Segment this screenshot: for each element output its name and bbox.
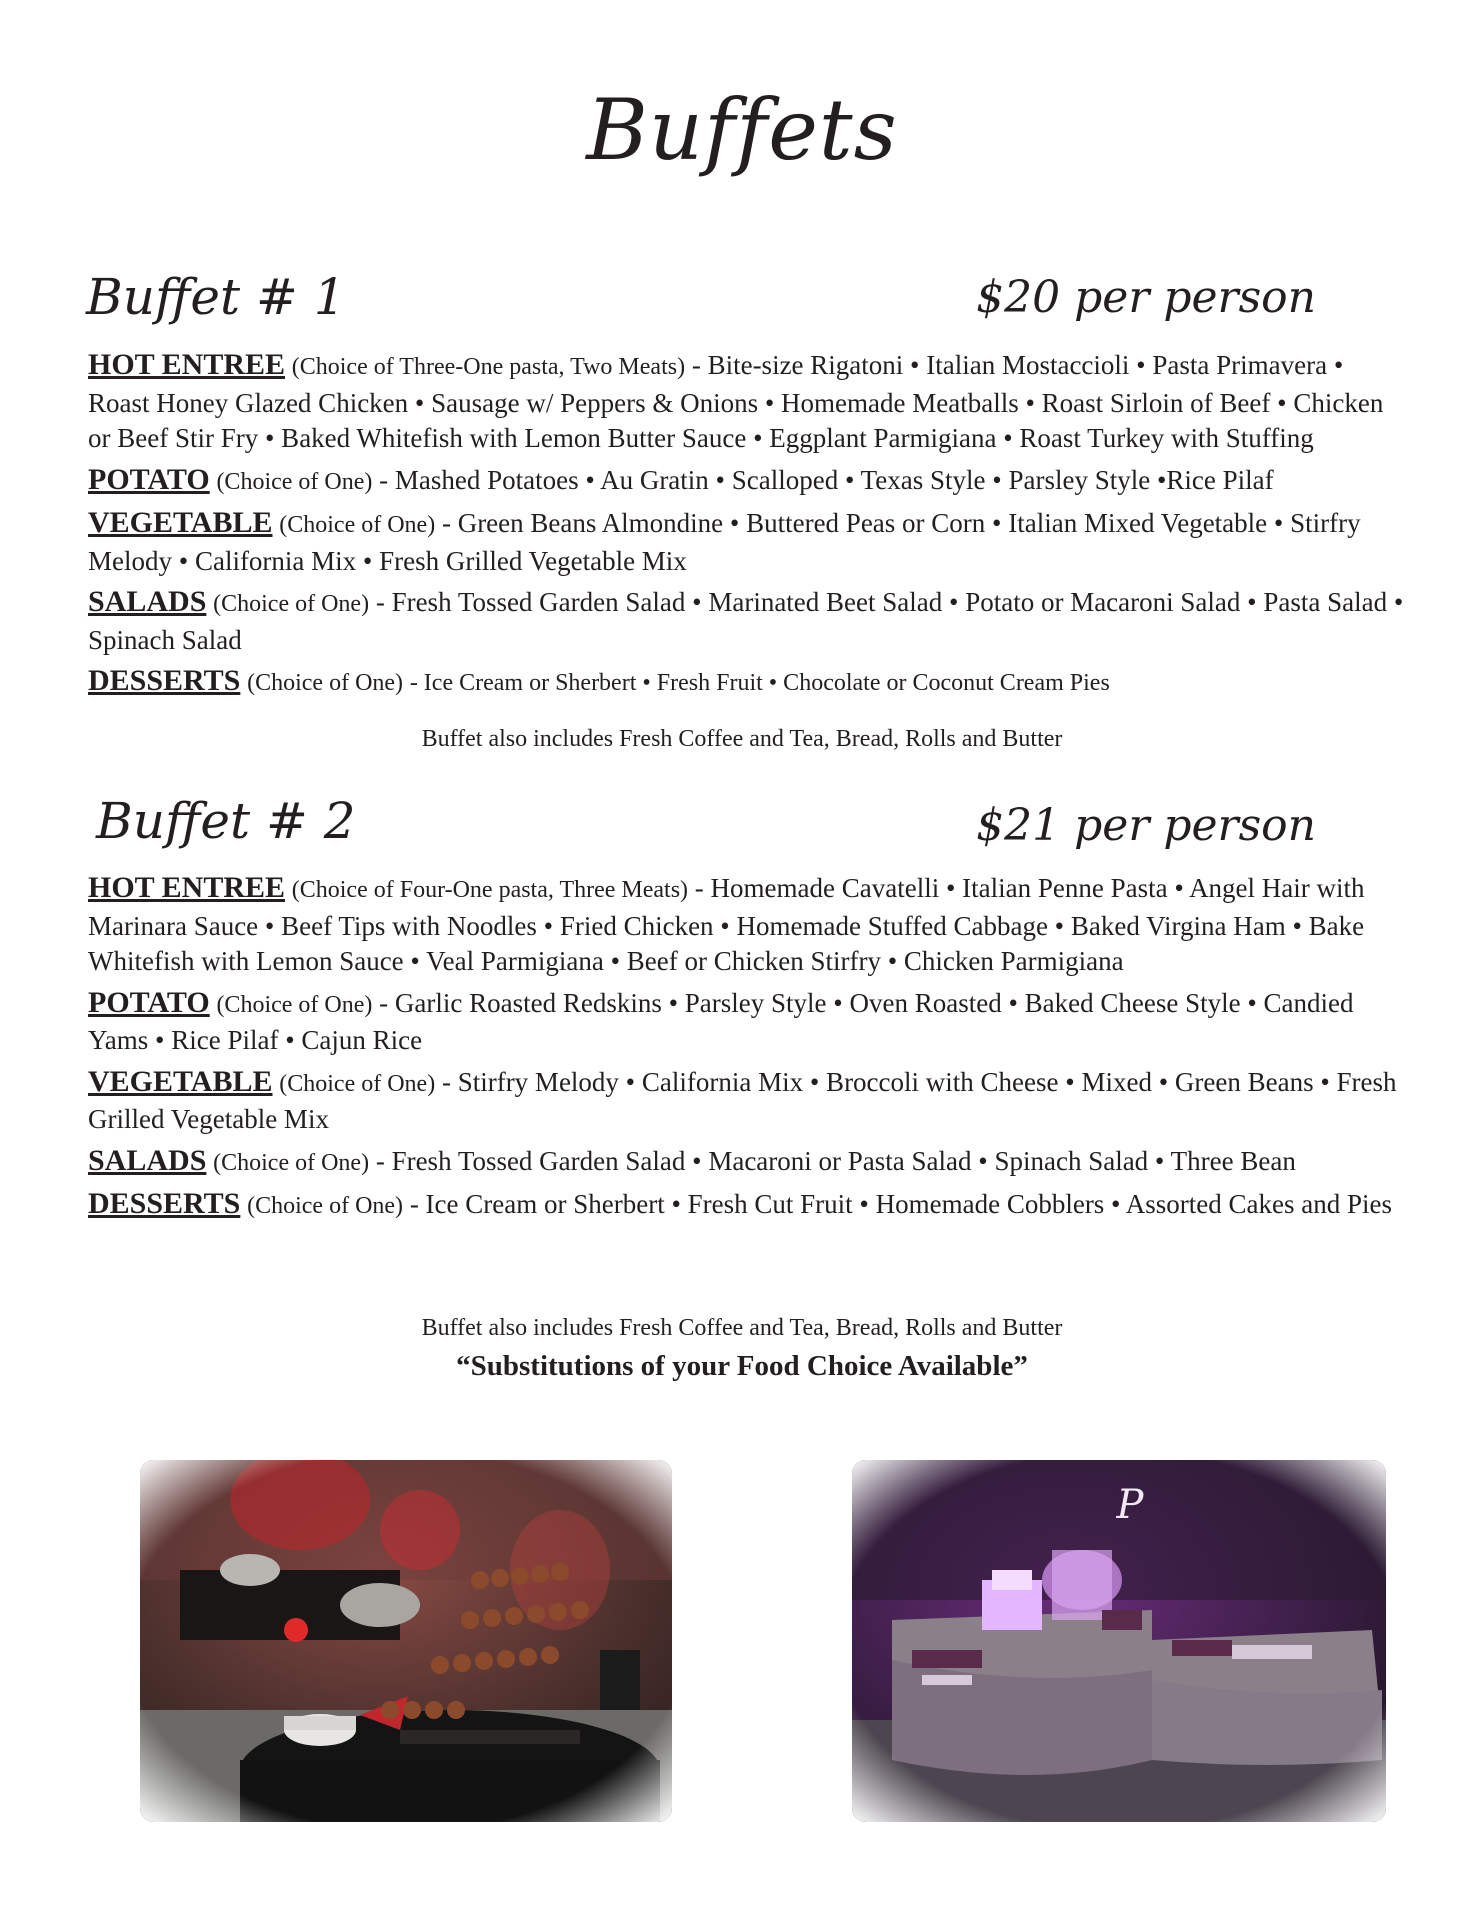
course-items: - Stirfry Melody • California Mix • Broccoli with Cheese • Mixed • Green Beans • Fresh Grilled Vegetable Mix bbox=[88, 1066, 1397, 1134]
course-choice: (Choice of One) bbox=[216, 468, 373, 495]
buffet-photo-purple-image bbox=[852, 1460, 1386, 1822]
buffet-2-menu bbox=[88, 870, 1408, 1225]
course-label: VEGETABLE bbox=[88, 1064, 273, 1098]
buffet-photo-red-image bbox=[140, 1460, 672, 1822]
course-items: - Mashed Potatoes • Au Gratin • Scalloped • Texas Style • Parsley Style •Rice Pilaf bbox=[379, 464, 1274, 495]
course-items: - Fresh Tossed Garden Salad • Marinated Beet Salad • Potato or Macaroni Salad • Pasta Salad • Spinach Salad bbox=[88, 587, 1404, 655]
course-items: - Garlic Roasted Redskins • Parsley Style • Oven Roasted • Baked Cheese Style • Candied Yams • Rice Pilaf • Cajun Rice bbox=[88, 987, 1354, 1055]
course-vegetable bbox=[88, 505, 1408, 579]
course-label: DESSERTS bbox=[88, 1187, 241, 1220]
course-desserts bbox=[88, 663, 1408, 702]
course-desserts bbox=[88, 1186, 1408, 1225]
course-salads bbox=[88, 584, 1408, 658]
course-potato bbox=[88, 985, 1408, 1059]
course-items: - Ice Cream or Sherbert • Fresh Cut Fruit • Homemade Cobblers • Assorted Cakes and Pies bbox=[409, 1189, 1392, 1219]
buffet-1-header bbox=[86, 268, 1316, 352]
course-items: - Green Beans Almondine • Buttered Peas or Corn • Italian Mixed Vegetable • Stirfry Melody • California Mix • Fresh Grilled Vegetable Mix bbox=[88, 508, 1361, 576]
page-title: Buffets bbox=[586, 81, 898, 179]
buffet-2-header bbox=[96, 792, 1316, 876]
buffet-2-name: Buffet # 2 bbox=[96, 792, 356, 850]
course-potato bbox=[88, 462, 1408, 501]
buffet-1-name: Buffet # 1 bbox=[86, 268, 346, 326]
course-choice: (Choice of One) bbox=[247, 670, 404, 696]
course-choice: (Choice of One) bbox=[279, 512, 436, 538]
course-choice: (Choice of One) bbox=[279, 1070, 436, 1097]
course-items: - Bite-size Rigatoni • Italian Mostaccioli • Pasta Primavera • Roast Honey Glazed Chicken • Sausage w/ Peppers & Onions • Homemade Meatballs • Roast Sirloin of Beef • Chicken or Beef Stir Fry • Baked Whitefish with Lemon Butter Sauce • Eggplant Parmigiana • Roast Turkey with Stuffing bbox=[88, 350, 1384, 453]
buffet-1-menu bbox=[88, 347, 1408, 702]
course-hot-entree bbox=[88, 347, 1408, 457]
course-choice: (Choice of Four-One pasta, Three Meats) bbox=[291, 877, 689, 903]
course-label: VEGETABLE bbox=[88, 506, 273, 539]
course-hot-entree bbox=[88, 870, 1408, 980]
course-salads bbox=[88, 1143, 1408, 1182]
course-label: SALADS bbox=[88, 1143, 207, 1177]
buffet-photo-purple bbox=[852, 1460, 1386, 1822]
course-label: DESSERTS bbox=[88, 664, 241, 697]
course-items: - Fresh Tossed Garden Salad • Macaroni or Pasta Salad • Spinach Salad • Three Bean bbox=[375, 1145, 1296, 1176]
course-choice: (Choice of One) bbox=[213, 591, 370, 617]
course-choice: (Choice of One) bbox=[247, 1193, 404, 1219]
course-choice: (Choice of One) bbox=[216, 991, 373, 1018]
course-label: POTATO bbox=[88, 985, 210, 1019]
buffet-2-includes: Buffet also includes Fresh Coffee and Tea, Bread, Rolls and Butter bbox=[421, 1315, 1063, 1341]
course-vegetable bbox=[88, 1064, 1408, 1138]
course-choice: (Choice of One) bbox=[213, 1149, 370, 1176]
buffet-2-price: $21 per person bbox=[976, 800, 1316, 851]
buffet-1-price: $20 per person bbox=[976, 272, 1316, 323]
buffet-photo-red bbox=[140, 1460, 672, 1822]
course-label: HOT ENTREE bbox=[88, 871, 286, 904]
substitutions-tagline: “Substitutions of your Food Choice Available” bbox=[456, 1350, 1028, 1382]
course-items: - Homemade Cavatelli • Italian Penne Pasta • Angel Hair with Marinara Sauce • Beef Tips with Noodles • Fried Chicken • Homemade Stuffed Cabbage • Baked Virgina Ham • Bake Whitefish with Lemon Sauce • Veal Parmigiana • Beef or Chicken Stirfry • Chicken Parmigiana bbox=[88, 873, 1365, 976]
course-choice: (Choice of Three-One pasta, Two Meats) bbox=[291, 354, 686, 380]
course-items: - Ice Cream or Sherbert • Fresh Fruit • Chocolate or Coconut Cream Pies bbox=[409, 670, 1110, 696]
course-label: HOT ENTREE bbox=[88, 348, 286, 381]
buffet-1-includes: Buffet also includes Fresh Coffee and Tea, Bread, Rolls and Butter bbox=[421, 726, 1063, 752]
course-label: SALADS bbox=[88, 585, 207, 618]
course-label: POTATO bbox=[88, 462, 210, 496]
